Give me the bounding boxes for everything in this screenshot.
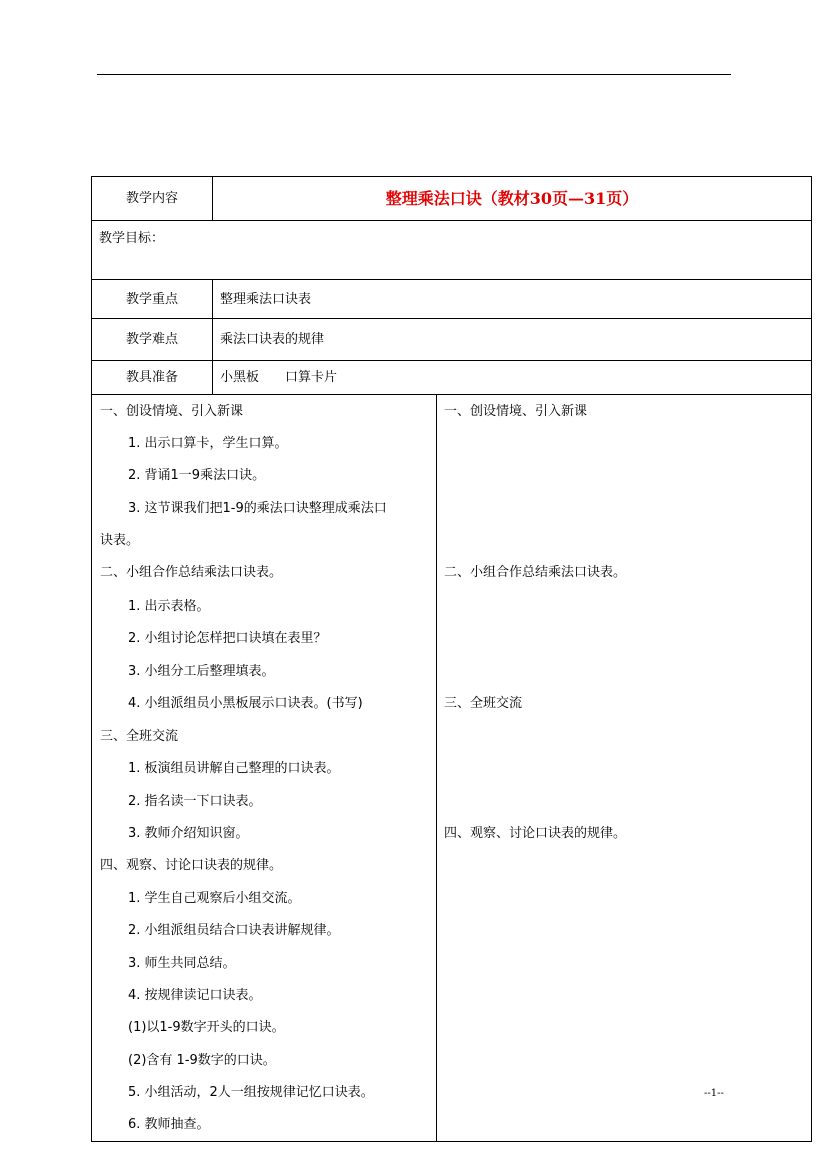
notes-heading-1: 一、创设情境、引入新课 [444,404,588,419]
page-number: --1-- [704,1088,724,1099]
content-label: 教学内容 [92,177,213,221]
procedure-step: 4. 按规律读记口诀表。 [128,988,262,1003]
procedure-substep: (2)含有 1-9数字的口诀。 [128,1053,276,1068]
procedure-step: 2. 指名读一下口诀表。 [128,794,262,809]
procedure-heading-1: 一、创设情境、引入新课 [100,404,244,419]
tools-row [92,361,812,395]
procedure-row [92,395,812,1142]
procedure-step: 2. 背诵1一9乘法口诀。 [128,468,266,483]
procedure-step: 6. 教师抽查。 [128,1117,210,1132]
goal-label: 教学目标： [92,221,812,280]
key-row [92,280,812,319]
key-value: 整理乘法口诀表 [213,280,812,319]
procedure-heading-3: 三、全班交流 [100,729,179,744]
content-title: 整理乘法口诀（教材30页—31页） [213,177,812,221]
tools-value: 小黑板 口算卡片 [213,361,812,395]
procedure-step: 3. 这节课我们把1-9的乘法口诀整理成乘法口 [128,501,387,516]
procedure-substep: (1)以1-9数字开头的口诀。 [128,1020,285,1035]
goal-row [92,221,812,280]
difficulty-label: 教学难点 [92,319,213,361]
procedure-step: 3. 师生共同总结。 [128,956,236,971]
procedure-step: 1. 学生自己观察后小组交流。 [128,891,301,906]
procedure-step: 4. 小组派组员小黑板展示口诀表。(书写) [128,696,363,711]
tools-label: 教具准备 [92,361,213,395]
header-rule [97,74,731,75]
procedure-step: 1. 板演组员讲解自己整理的口诀表。 [128,761,340,776]
procedure-heading-2: 二、小组合作总结乘法口诀表。 [100,565,283,580]
difficulty-row [92,319,812,361]
procedure-step-continued: 诀表。 [100,533,140,548]
procedure-step: 1. 出示口算卡，学生口算。 [128,436,288,451]
procedure-step: 5. 小组活动，2人一组按规律记忆口诀表。 [128,1085,374,1100]
notes-heading-3: 三、全班交流 [444,696,523,711]
procedure-heading-4: 四、观察、讨论口诀表的规律。 [100,858,283,873]
procedure-cell [92,395,437,1142]
difficulty-value: 乘法口诀表的规律 [213,319,812,361]
procedure-step: 1. 出示表格。 [128,599,210,614]
lesson-plan-table [91,176,812,1142]
notes-heading-4: 四、观察、讨论口诀表的规律。 [444,826,627,841]
content-row [92,177,812,221]
notes-heading-2: 二、小组合作总结乘法口诀表。 [444,565,627,580]
notes-cell [437,395,812,1142]
key-label: 教学重点 [92,280,213,319]
procedure-step: 2. 小组派组员结合口诀表讲解规律。 [128,923,340,938]
procedure-step: 2. 小组讨论怎样把口诀填在表里？ [128,631,327,646]
procedure-step: 3. 小组分工后整理填表。 [128,664,275,679]
procedure-step: 3. 教师介绍知识窗。 [128,826,249,841]
